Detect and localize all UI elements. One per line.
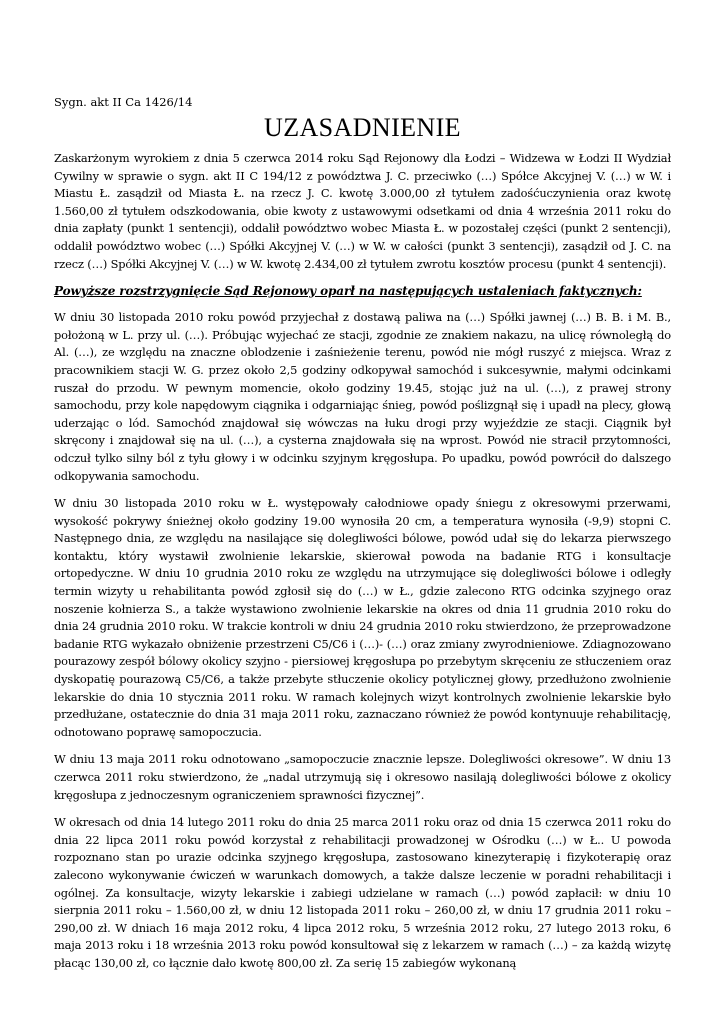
document-title: UZASADNIENIE bbox=[264, 113, 461, 142]
section-heading: Powyższe rozstrzygnięcie Sąd Rejonowy oparł na następujących ustaleniach faktycznych: bbox=[54, 284, 642, 299]
case-reference: Sygn. akt II Ca 1426/14 bbox=[54, 95, 193, 109]
paragraph-condition: W dniu 13 maja 2011 roku odnotowano „samopoczucie znacznie lepsze. Dolegliwości okresowe”. W dniu 13 czerwca 2011 roku stwierdzono, że „nadal utrzymują się i okresowo nasilają dolegliwości bólowe z okolicy kręgosłupa z jednoczesnym ograniczeniem sprawności fizycznej”. bbox=[54, 752, 671, 802]
paragraph-judgment: Zaskarżonym wyrokiem z dnia 5 czerwca 2014 roku Sąd Rejonowy dla Łodzi – Widzewa w Łodzi II Wydział Cywilny w sprawie o sygn. akt II C 194/12 z powództwa J. C. przeciwko (…) Spółce Akcyjnej V. (…) w W. i Miastu Ł. zasądził od Miasta Ł. na rzecz J. C. kwotę 3.000,00 zł tytułem zadośćuczynienia oraz kwotę 1.560,00 zł tytułem odszkodowania, obie kwoty z ustawowymi odsetkami od dnia 4 września 2011 roku do dnia zapłaty (punkt 1 sentencji), oddalił powództwo wobec Miasta Ł. w pozostałej części (punkt 2 sentencji), oddalił powództwo wobec (…) Spółki Akcyjnej V. (…) w W. w całości (punkt 3 sentencji), zasądził od J. C. na rzecz (…) Spółki Akcyjnej V. (…) w W. kwotę 2.434,00 zł tytułem zwrotu kosztów procesu (punkt 4 sentencji). bbox=[54, 151, 671, 271]
document-body bbox=[54, 150, 671, 983]
paragraph-treatment: W dniu 30 listopada 2010 roku w Ł. występowały całodniowe opady śniegu z okresowymi przerwami, wysokość pokrywy śnieżnej około godziny 19.00 wynosiła 20 cm, a temperatura wynosiła (-9,9) stopni C. Następnego dnia, ze względu na nasilające się dolegliwości bólowe, powód udał się do lekarza pierwszego kontaktu, który wystawił zwolnienie lekarskie, skierował powoda na badanie RTG i konsultacje ortopedyczne. W dniu 10 grudnia 2010 roku ze względu na utrzymujące się dolegliwości bólowe i odległy termin wizyty u rehabilitanta powód zgłosił się do (…) w Ł., gdzie zalecono RTG odcinka szyjnego oraz noszenie kołnierza S., a także wystawiono zwolnienie lekarskie na okres od dnia 11 grudnia 2010 roku do dnia 24 grudnia 2010 roku. W trakcie kontroli w dniu 24 grudnia 2010 roku stwierdzono, że przeprowadzone badanie RTG wykazało obniżenie przestrzeni C5/C6 i (…)- (…) oraz zmiany zwyrodnieniowe. Zdiagnozowano pourazowy zespół bólowy okolicy szyjno - piersiowej kręgosłupa po przebytym skręceniu ze stłuczeniem oraz dyskopatię pourazową C5/C6, a także przebyte stłuczenie okolicy potylicznej głowy, przedłużono zwolnienie lekarskie do dnia 10 stycznia 2011 roku. W ramach kolejnych wizyt kontrolnych zwolnienie lekarskie było przedłużane, ostatecznie do dnia 31 maja 2011 roku, zaznaczano również że powód kontynuuje rehabilitację, odnotowano poprawę samopoczucia. bbox=[54, 496, 671, 739]
paragraph-accident: W dniu 30 listopada 2010 roku powód przyjechał z dostawą paliwa na (…) Spółki jawnej (…) B. B. i M. B., położoną w L. przy ul. (…). Próbując wyjechać ze stacji, zgodnie ze znakiem nakazu, na ulicę równoległą do Al. (…), ze względu na znaczne oblodzenie i zaśnieżenie terenu, powód nie mógł ruszyć z miejsca. Wraz z pracownikiem stacji W. G. przez około 2,5 godziny odkopywał samochód i sukcesywnie, małymi odcinkami ruszał do przodu. W pewnym momencie, około godziny 19.45, stojąc już na ul. (…), z prawej strony samochodu, przy kole napędowym ciągnika i odgarniając śnieg, powód poślizgnął się i upadł na plecy, głową uderzając o lód. Samochód znajdował się wówczas na łuku drogi przy wyjeździe ze stacji. Ciągnik był skręcony i znajdował się na ul. (…), a cysterna znajdowała się na wprost. Powód nie stracił przytomności, odczuł tylko silny ból z tyłu głowy i w odcinku szyjnym kręgosłupa. Po upadku, powód powrócił do dalszego odkopywania samochodu. bbox=[54, 310, 671, 483]
paragraph-rehabilitation: W okresach od dnia 14 lutego 2011 roku do dnia 25 marca 2011 roku oraz od dnia 15 czerwca 2011 roku do dnia 22 lipca 2011 roku powód korzystał z rehabilitacji prowadzonej w Ośrodku (…) w Ł.. U powoda rozpoznano stan po urazie odcinka szyjnego kręgosłupa, zastosowano kinezyterapię i fizykoterapię oraz zalecono wykonywanie ćwiczeń w warunkach domowych, a także dalsze leczenie w poradni rehabilitacji i ogólnej. Za konsultacje, wizyty lekarskie i zabiegi udzielane w ramach (…) powód zapłacił: w dniu 10 sierpnia 2011 roku – 1.560,00 zł, w dniu 12 listopada 2011 roku – 260,00 zł, w dniu 17 grudnia 2011 roku – 290,00 zł. W dniach 16 maja 2012 roku, 4 lipca 2012 roku, 5 września 2012 roku, 27 lutego 2013 roku, 6 maja 2013 roku i 18 września 2013 roku powód konsultował się z lekarzem w ramach (…) – za każdą wizytę płacąc 130,00 zł, co łącznie dało kwotę 800,00 zł. Za serię 15 zabiegów wykonaną bbox=[54, 815, 671, 970]
